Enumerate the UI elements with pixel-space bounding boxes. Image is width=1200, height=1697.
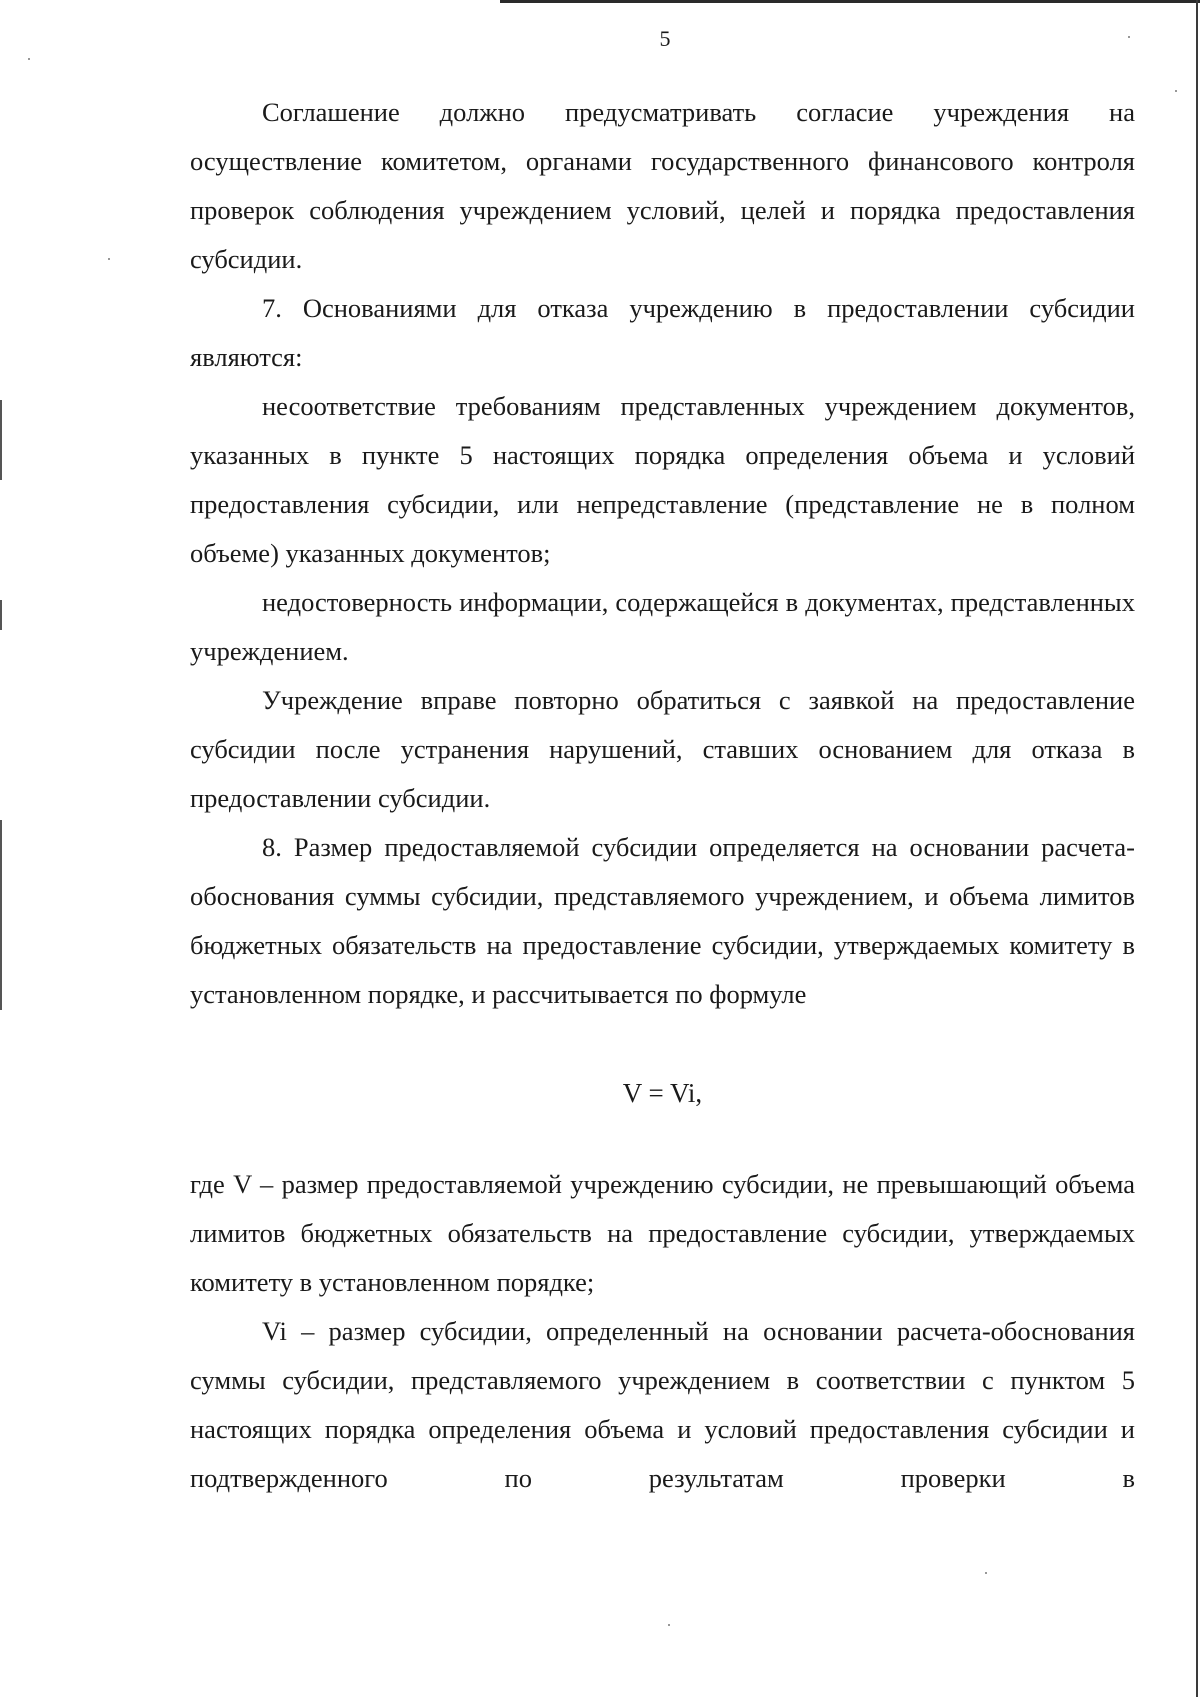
paragraph-noncompliance: несоответствие требованиям представленных учреждением документов, указанных в пункте 5 настоящих порядка определения объема и условий предоставления субсидии, или непредставление (представление не в полном объеме) указанных документов; bbox=[190, 391, 1135, 568]
paragraph-unreliability: недостоверность информации, содержащейся в документах, представленных учреждением. bbox=[190, 587, 1135, 666]
scan-speck bbox=[28, 58, 30, 60]
page-number: 5 bbox=[659, 26, 671, 51]
paragraph-vi-definition: Vi – размер субсидии, определенный на основании расчета-обоснования суммы субсидии, представляемого учреждением в соответствии с пунктом 5 настоящих порядка определения объема и условий предоставления субсидии и подтвержденного по результатам проверки в bbox=[190, 1316, 1135, 1493]
scan-speck bbox=[108, 258, 110, 260]
scan-speck bbox=[985, 1572, 987, 1574]
scan-mark-left bbox=[0, 600, 2, 630]
scan-speck bbox=[668, 1624, 670, 1626]
scan-mark-left bbox=[0, 820, 2, 1010]
paragraph-7-refusal-grounds: 7. Основаниями для отказа учреждению в предоставлении субсидии являются: bbox=[190, 293, 1135, 372]
scan-edge-right bbox=[1196, 0, 1198, 1697]
paragraph-reapply: Учреждение вправе повторно обратиться с заявкой на предоставление субсидии после устранения нарушений, ставших основанием для отказа в предоставлении субсидии. bbox=[190, 685, 1135, 813]
paragraph-8-subsidy-size: 8. Размер предоставляемой субсидии определяется на основании расчета-обоснования суммы субсидии, представляемого учреждением, и объема лимитов бюджетных обязательств на предоставление субсидии, утверждаемых комитету в установленном порядке, и рассчитывается по формуле bbox=[190, 832, 1135, 1009]
paragraph-agreement: Соглашение должно предусматривать согласие учреждения на осуществление комитетом, органами государственного финансового контроля проверок соблюдения учреждением условий, целей и порядка предоставления субсидии. bbox=[190, 97, 1135, 274]
paragraph-where-v: где V – размер предоставляемой учреждению субсидии, не превышающий объема лимитов бюджетных обязательств на предоставление субсидии, утверждаемых комитету в установленном порядке; bbox=[190, 1169, 1135, 1297]
document-body bbox=[190, 88, 1135, 1503]
scan-speck bbox=[1175, 90, 1177, 92]
formula: V = Vi, bbox=[622, 1078, 703, 1108]
scan-edge-top bbox=[500, 0, 1200, 3]
scan-mark-left bbox=[0, 400, 2, 480]
